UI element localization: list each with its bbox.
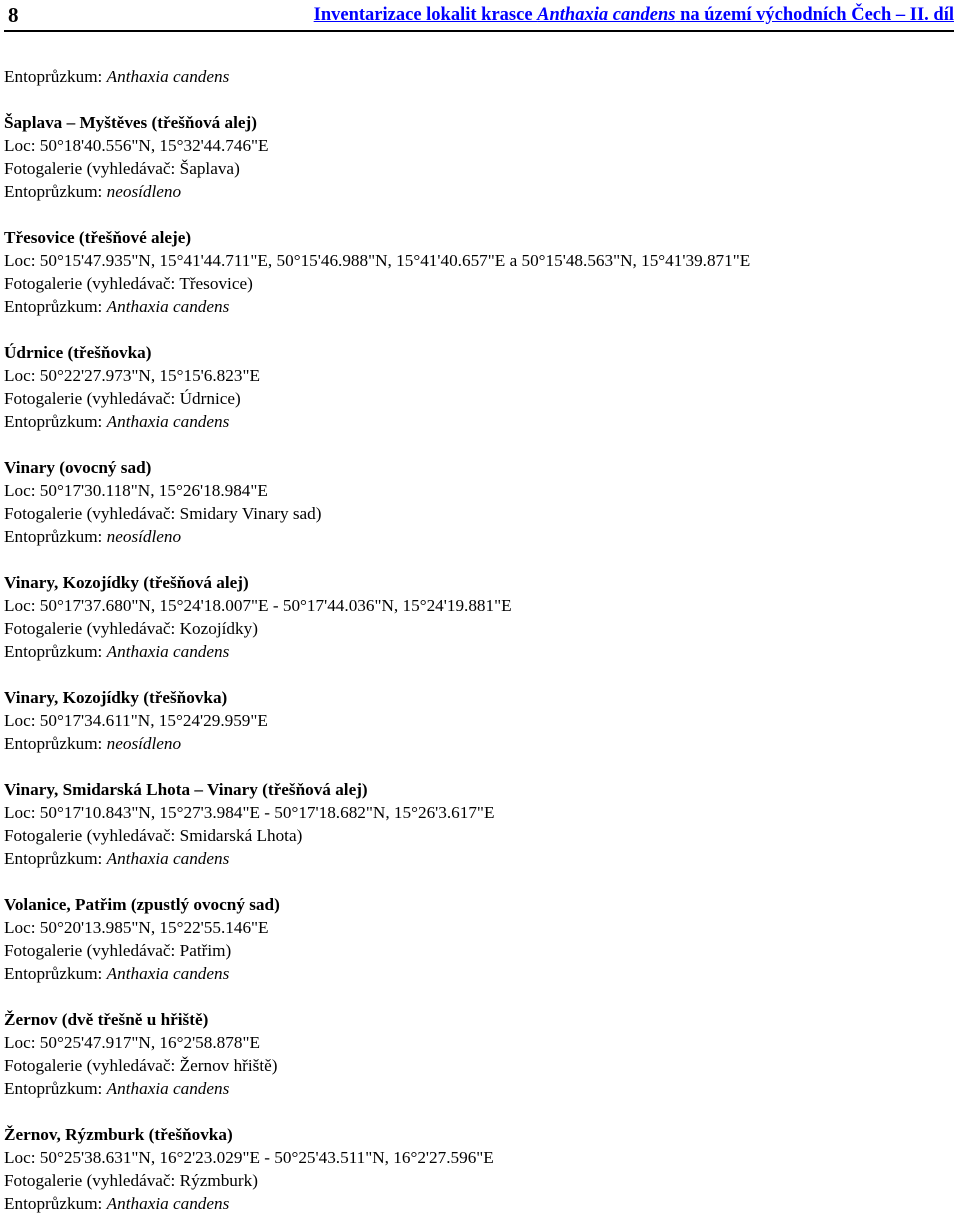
page-header — [4, 0, 954, 32]
page-number: 8 — [8, 3, 19, 27]
site-entomo — [4, 1077, 954, 1100]
site-gallery — [4, 939, 954, 962]
gallery-suffix: ) — [252, 619, 258, 638]
site-title-text: Vinary, Kozojídky (třešňovka) — [4, 688, 228, 707]
gallery-suffix: ) — [247, 274, 253, 293]
entomo-value: Anthaxia candens — [106, 642, 230, 661]
site-entry — [4, 341, 954, 456]
site-location — [4, 364, 954, 387]
site-location — [4, 1031, 954, 1054]
site-title-text: Žernov, Rýzmburk (třešňovka) — [4, 1125, 233, 1144]
site-entomo — [4, 295, 954, 318]
site-entomo — [4, 962, 954, 985]
loc-value: 50°15'47.935"N, 15°41'44.711"E, 50°15'46.988"N, 15°41'40.657"E a 50°15'48.563"N, 15°41'39.871"E — [39, 251, 751, 270]
site-entomo — [4, 525, 954, 548]
gallery-value: Patřim — [179, 941, 226, 960]
running-title-suffix: na území východních Čech – II. díl — [675, 5, 954, 25]
site-title — [4, 893, 954, 916]
site-location — [4, 479, 954, 502]
running-title-species: Anthaxia candens — [537, 5, 676, 25]
gallery-value: Třesovice — [179, 274, 248, 293]
site-gallery — [4, 1054, 954, 1077]
entomo-label: Entoprůzkum: — [4, 849, 107, 868]
site-title — [4, 686, 954, 709]
site-title — [4, 778, 954, 801]
gallery-label: Fotogalerie (vyhledávač: — [4, 1056, 180, 1075]
loc-value: 50°25'47.917"N, 16°2'58.878"E — [39, 1033, 260, 1052]
loc-value: 50°18'40.556"N, 15°32'44.746"E — [39, 136, 269, 155]
loc-label: Loc: — [4, 1148, 40, 1167]
site-gallery — [4, 617, 954, 640]
gallery-label: Fotogalerie (vyhledávač: — [4, 1171, 180, 1190]
entomo-label: Entoprůzkum: — [4, 964, 107, 983]
gallery-value: Šaplava — [179, 159, 235, 178]
entomo-label: Entoprůzkum: — [4, 642, 107, 661]
site-gallery — [4, 502, 954, 525]
site-title — [4, 1123, 954, 1146]
entomo-value: Anthaxia candens — [106, 1194, 230, 1213]
site-gallery — [4, 387, 954, 410]
site-entry — [4, 571, 954, 686]
site-title-text: Vinary (ovocný sad) — [4, 458, 152, 477]
gallery-suffix: ) — [315, 504, 322, 523]
site-location — [4, 594, 954, 617]
site-gallery — [4, 272, 954, 295]
site-entomo — [4, 180, 954, 203]
gallery-value: Rýzmburk — [179, 1171, 253, 1190]
loc-value: 50°17'37.680"N, 15°24'18.007"E - 50°17'44.036"N, 15°24'19.881"E — [39, 596, 512, 615]
site-location — [4, 709, 954, 732]
gallery-label: Fotogalerie (vyhledávač: — [4, 159, 180, 178]
entomo-value: Anthaxia candens — [106, 412, 230, 431]
loc-label: Loc: — [4, 366, 40, 385]
site-entry — [4, 111, 954, 226]
site-gallery — [4, 157, 954, 180]
site-entry — [4, 1123, 954, 1215]
site-title-text: Žernov (dvě třešně u hřiště) — [4, 1010, 209, 1029]
entomo-label: Entoprůzkum: — [4, 297, 107, 316]
entomo-value: Anthaxia candens — [106, 849, 230, 868]
gallery-suffix: ) — [225, 941, 232, 960]
entomo-label: Entoprůzkum: — [4, 182, 107, 201]
loc-label: Loc: — [4, 711, 40, 730]
entomo-label: Entoprůzkum: — [4, 1194, 107, 1213]
gallery-value: Žernov hřiště — [179, 1056, 272, 1075]
site-entomo — [4, 732, 954, 755]
gallery-value: Kozojídky — [179, 619, 253, 638]
site-title — [4, 111, 954, 134]
gallery-label: Fotogalerie (vyhledávač: — [4, 274, 180, 293]
site-entomo — [4, 640, 954, 663]
gallery-value: Údrnice — [179, 389, 235, 408]
site-title-text: Vinary, Kozojídky (třešňová alej) — [4, 573, 249, 592]
entomo-value: Anthaxia candens — [106, 964, 230, 983]
site-location — [4, 249, 954, 272]
site-entry — [4, 893, 954, 1008]
running-title — [314, 3, 954, 27]
site-entry — [4, 778, 954, 893]
gallery-label: Fotogalerie (vyhledávač: — [4, 504, 180, 523]
entomo-value: Anthaxia candens — [106, 297, 230, 316]
gallery-suffix: ) — [296, 826, 303, 845]
site-entomo — [4, 1192, 954, 1215]
loc-label: Loc: — [4, 481, 40, 500]
entomo-label: Entoprůzkum: — [4, 734, 107, 753]
gallery-label: Fotogalerie (vyhledávač: — [4, 941, 180, 960]
site-title-text: Vinary, Smidarská Lhota – Vinary (třešňová alej) — [4, 780, 368, 799]
site-list — [4, 111, 954, 1215]
site-gallery — [4, 824, 954, 847]
loc-label: Loc: — [4, 1033, 40, 1052]
loc-value: 50°17'34.611"N, 15°24'29.959"E — [39, 711, 268, 730]
entomo-label: Entoprůzkum: — [4, 1079, 107, 1098]
loc-label: Loc: — [4, 251, 40, 270]
entomo-value: neosídleno — [106, 734, 182, 753]
loc-value: 50°17'10.843"N, 15°27'3.984"E - 50°17'18.682"N, 15°26'3.617"E — [39, 803, 495, 822]
gallery-suffix: ) — [234, 159, 240, 178]
running-title-prefix: Inventarizace lokalit krasce — [313, 5, 538, 25]
loc-value: 50°17'30.118"N, 15°26'18.984"E — [39, 481, 268, 500]
entomo-label: Entoprůzkum: — [4, 67, 107, 86]
site-title — [4, 1008, 954, 1031]
loc-value: 50°22'27.973"N, 15°15'6.823"E — [39, 366, 260, 385]
entomo-value: Anthaxia candens — [106, 67, 230, 86]
entomo-label: Entoprůzkum: — [4, 412, 107, 431]
site-entry — [4, 1008, 954, 1123]
gallery-label: Fotogalerie (vyhledávač: — [4, 619, 180, 638]
site-title — [4, 226, 954, 249]
site-location — [4, 801, 954, 824]
gallery-suffix: ) — [271, 1056, 278, 1075]
loc-label: Loc: — [4, 918, 40, 937]
site-entry — [4, 456, 954, 571]
site-location — [4, 1146, 954, 1169]
site-location — [4, 134, 954, 157]
gallery-value: Smidarská Lhota — [179, 826, 297, 845]
loc-label: Loc: — [4, 803, 40, 822]
site-title — [4, 571, 954, 594]
gallery-value: Smidary Vinary sad — [179, 504, 316, 523]
site-entomo — [4, 410, 954, 433]
site-title — [4, 456, 954, 479]
site-title-text: Šaplava – Myštěves (třešňová alej) — [4, 113, 257, 132]
entomo-value: neosídleno — [106, 527, 182, 546]
site-gallery — [4, 1169, 954, 1192]
gallery-label: Fotogalerie (vyhledávač: — [4, 826, 180, 845]
site-entry — [4, 686, 954, 778]
entomo-label: Entoprůzkum: — [4, 527, 107, 546]
site-title-text: Údrnice (třešňovka) — [4, 343, 152, 362]
gallery-suffix: ) — [235, 389, 241, 408]
entomo-value: Anthaxia candens — [106, 1079, 230, 1098]
loc-value: 50°25'38.631"N, 16°2'23.029"E - 50°25'43.511"N, 16°2'27.596"E — [39, 1148, 494, 1167]
site-title-text: Třesovice (třešňové aleje) — [4, 228, 192, 247]
gallery-suffix: ) — [252, 1171, 258, 1190]
site-entry — [4, 226, 954, 341]
loc-label: Loc: — [4, 596, 40, 615]
document-body — [4, 65, 954, 1215]
entomo-line — [4, 65, 954, 88]
site-location — [4, 916, 954, 939]
site-title-text: Volanice, Patřim (zpustlý ovocný sad) — [4, 895, 280, 914]
gallery-label: Fotogalerie (vyhledávač: — [4, 389, 180, 408]
loc-label: Loc: — [4, 136, 40, 155]
site-entomo — [4, 847, 954, 870]
site-title — [4, 341, 954, 364]
entomo-value: neosídleno — [106, 182, 182, 201]
loc-value: 50°20'13.985"N, 15°22'55.146"E — [39, 918, 269, 937]
